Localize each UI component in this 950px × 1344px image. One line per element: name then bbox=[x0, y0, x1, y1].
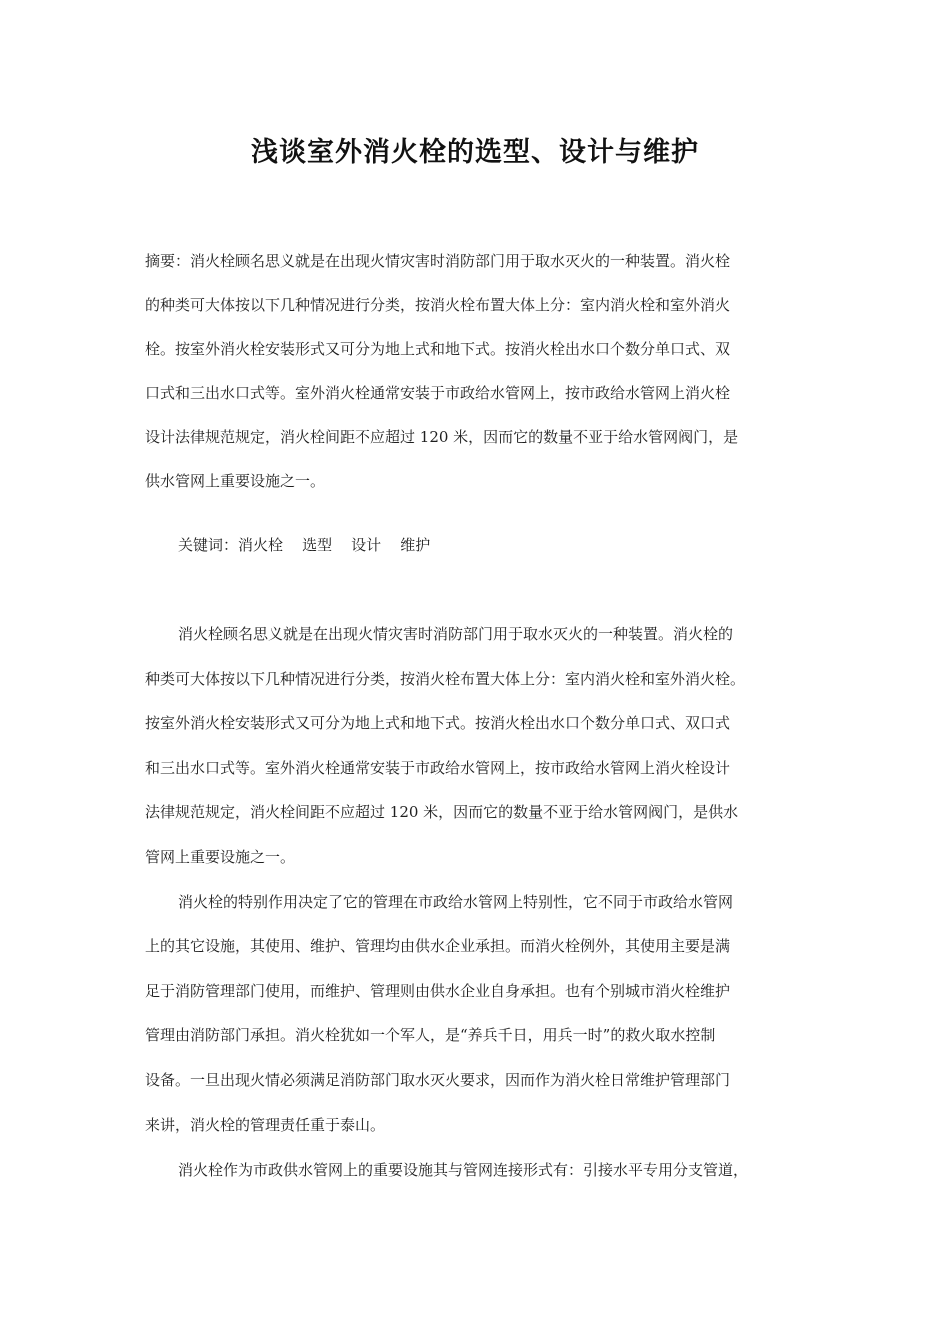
abstract-line: 供水管网上重要设施之一。 bbox=[145, 472, 326, 490]
paragraph-line: 来讲，消火栓的管理责任重于泰山。 bbox=[145, 1116, 386, 1134]
paragraph-line: 和三出水口式等。室外消火栓通常安装于市政给水管网上，按市政给水管网上消火栓设计 bbox=[145, 759, 731, 777]
paragraph-line: 消火栓的特别作用决定了它的管理在市政给水管网上特别性，它不同于市政给水管网 bbox=[178, 893, 734, 911]
abstract-line: 摘要：消火栓顾名思义就是在出现火情灾害时消防部门用于取水灭火的一种装置。消火栓 bbox=[145, 252, 731, 270]
abstract-line: 的种类可大体按以下几种情况进行分类，按消火栓布置大体上分：室内消火栓和室外消火 bbox=[145, 296, 731, 314]
abstract-line: 设计法律规范规定，消火栓间距不应超过 120 米，因而它的数量不亚于给水管网阀门，是 bbox=[145, 428, 739, 446]
paragraph-line: 消火栓作为市政供水管网上的重要设施其与管网连接形式有：引接水平专用分支管道， bbox=[178, 1161, 749, 1179]
paragraph-line: 设备。一旦出现火情必须满足消防部门取水灭火要求，因而作为消火栓日常维护管理部门 bbox=[145, 1071, 731, 1089]
paragraph-line: 种类可大体按以下几种情况进行分类，按消火栓布置大体上分：室内消火栓和室外消火栓。 bbox=[145, 670, 746, 688]
paragraph-line: 消火栓顾名思义就是在出现火情灾害时消防部门用于取水灭火的一种装置。消火栓的 bbox=[178, 625, 734, 643]
paragraph-line: 管理由消防部门承担。消火栓犹如一个军人，是“养兵千日，用兵一时”的救火取水控制 bbox=[145, 1026, 716, 1044]
keywords-line: 关键词：消火栓 选型 设计 维护 bbox=[178, 536, 431, 554]
paragraph-line: 足于消防管理部门使用，而维护、管理则由供水企业自身承担。也有个别城市消火栓维护 bbox=[145, 982, 731, 1000]
abstract-line: 栓。按室外消火栓安装形式又可分为地上式和地下式。按消火栓出水口个数分单口式、双 bbox=[145, 340, 731, 358]
paragraph-line: 上的其它设施，其使用、维护、管理均由供水企业承担。而消火栓例外，其使用主要是满 bbox=[145, 937, 731, 955]
abstract-line: 口式和三出水口式等。室外消火栓通常安装于市政给水管网上，按市政给水管网上消火栓 bbox=[145, 384, 731, 402]
paragraph-line: 按室外消火栓安装形式又可分为地上式和地下式。按消火栓出水口个数分单口式、双口式 bbox=[145, 714, 731, 732]
paragraph-line: 法律规范规定，消火栓间距不应超过 120 米，因而它的数量不亚于给水管网阀门，是供水 bbox=[145, 803, 739, 821]
document-title: 浅谈室外消火栓的选型、设计与维护 bbox=[251, 137, 699, 168]
paragraph-line: 管网上重要设施之一。 bbox=[145, 848, 296, 866]
